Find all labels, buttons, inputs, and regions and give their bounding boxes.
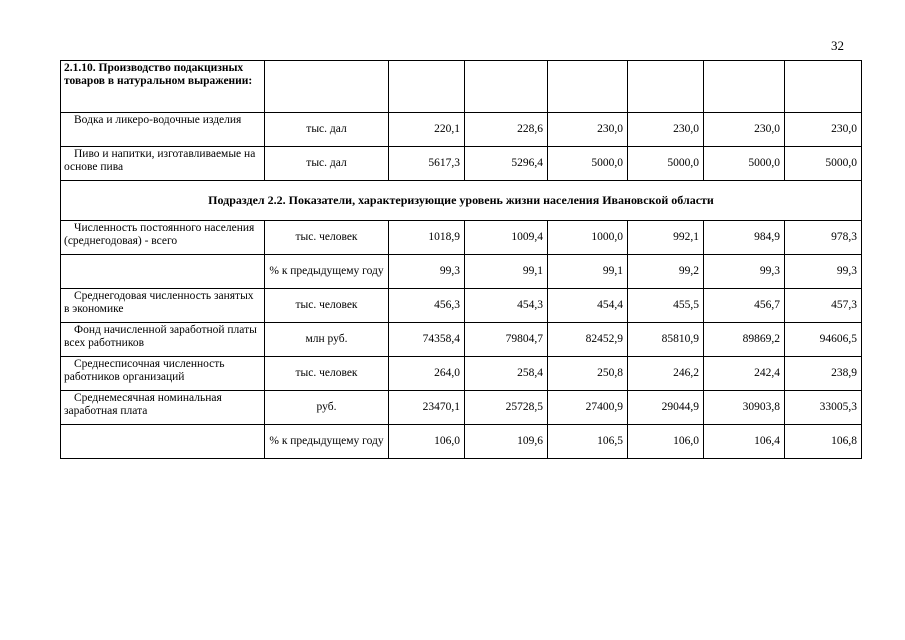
empty-cell [465, 61, 548, 113]
subsection-title: Подраздел 2.2. Показатели, характеризующие уровень жизни населения Ивановской области [61, 181, 862, 221]
row-unit: тыс. человек [265, 357, 389, 391]
value-cell: 99,3 [785, 255, 862, 289]
value-cell: 230,0 [548, 113, 628, 147]
value-cell: 984,9 [704, 221, 785, 255]
row-name-cell [61, 425, 265, 459]
subsection-row [61, 181, 862, 221]
value-cell: 5000,0 [785, 147, 862, 181]
value-cell: 109,6 [465, 425, 548, 459]
row-unit: млн руб. [265, 323, 389, 357]
value-cell: 23470,1 [389, 391, 465, 425]
value-cell: 89869,2 [704, 323, 785, 357]
value-cell: 25728,5 [465, 391, 548, 425]
value-cell: 5000,0 [628, 147, 704, 181]
table-row [61, 221, 862, 255]
empty-cell [548, 61, 628, 113]
value-cell: 264,0 [389, 357, 465, 391]
value-cell: 106,4 [704, 425, 785, 459]
value-cell: 230,0 [785, 113, 862, 147]
empty-cell [389, 61, 465, 113]
row-name: Водка и ликеро-водочные изделия [74, 114, 242, 126]
value-cell: 457,3 [785, 289, 862, 323]
value-cell: 30903,8 [704, 391, 785, 425]
row-name: Среднегодовая численность занятых в экономике [64, 290, 254, 315]
row-name-cell [61, 113, 265, 147]
row-unit: тыс. дал [265, 113, 389, 147]
row-name-cell [61, 391, 265, 425]
table-row [61, 425, 862, 459]
row-name: Пиво и напитки, изготавливаемые на основе пива [64, 148, 256, 173]
value-cell: 5000,0 [548, 147, 628, 181]
table-row [61, 113, 862, 147]
value-cell: 99,3 [704, 255, 785, 289]
value-cell: 5617,3 [389, 147, 465, 181]
value-cell: 454,4 [548, 289, 628, 323]
value-cell: 99,1 [548, 255, 628, 289]
value-cell: 228,6 [465, 113, 548, 147]
value-cell: 992,1 [628, 221, 704, 255]
value-cell: 5296,4 [465, 147, 548, 181]
value-cell: 242,4 [704, 357, 785, 391]
value-cell: 250,8 [548, 357, 628, 391]
row-name-cell [61, 255, 265, 289]
value-cell: 74358,4 [389, 323, 465, 357]
value-cell: 27400,9 [548, 391, 628, 425]
value-cell: 99,3 [389, 255, 465, 289]
value-cell: 79804,7 [465, 323, 548, 357]
row-name: Среднемесячная номинальная заработная плата [64, 392, 222, 417]
value-cell: 94606,5 [785, 323, 862, 357]
empty-cell [704, 61, 785, 113]
table-row [61, 255, 862, 289]
value-cell: 99,2 [628, 255, 704, 289]
row-unit: % к предыдущему году [265, 255, 389, 289]
row-name-cell [61, 357, 265, 391]
value-cell: 246,2 [628, 357, 704, 391]
row-name-cell [61, 289, 265, 323]
table-row [61, 391, 862, 425]
row-unit: тыс. дал [265, 147, 389, 181]
section-heading-row [61, 61, 862, 113]
value-cell: 456,3 [389, 289, 465, 323]
value-cell: 106,0 [628, 425, 704, 459]
table-row [61, 147, 862, 181]
row-name: Численность постоянного населения (среднегодовая) - всего [64, 222, 255, 247]
row-unit: % к предыдущему году [265, 425, 389, 459]
value-cell: 1000,0 [548, 221, 628, 255]
value-cell: 230,0 [704, 113, 785, 147]
value-cell: 1009,4 [465, 221, 548, 255]
value-cell: 1018,9 [389, 221, 465, 255]
value-cell: 978,3 [785, 221, 862, 255]
row-unit: руб. [265, 391, 389, 425]
value-cell: 230,0 [628, 113, 704, 147]
value-cell: 99,1 [465, 255, 548, 289]
row-unit: тыс. человек [265, 221, 389, 255]
row-name: Среднесписочная численность работников организаций [64, 358, 225, 383]
value-cell: 106,5 [548, 425, 628, 459]
value-cell: 33005,3 [785, 391, 862, 425]
data-table [60, 60, 862, 459]
empty-cell [628, 61, 704, 113]
row-name-cell [61, 323, 265, 357]
row-name-cell [61, 147, 265, 181]
value-cell: 106,0 [389, 425, 465, 459]
value-cell: 85810,9 [628, 323, 704, 357]
value-cell: 258,4 [465, 357, 548, 391]
row-name-cell [61, 221, 265, 255]
section-heading: 2.1.10. Производство подакцизных товаров в натуральном выражении: [61, 61, 265, 113]
empty-cell [785, 61, 862, 113]
empty-cell [265, 61, 389, 113]
value-cell: 456,7 [704, 289, 785, 323]
value-cell: 106,8 [785, 425, 862, 459]
value-cell: 454,3 [465, 289, 548, 323]
page-number: 32 [831, 38, 844, 53]
value-cell: 455,5 [628, 289, 704, 323]
value-cell: 220,1 [389, 113, 465, 147]
value-cell: 5000,0 [704, 147, 785, 181]
table-row [61, 323, 862, 357]
value-cell: 238,9 [785, 357, 862, 391]
row-name: Фонд начисленной заработной платы всех работников [64, 324, 257, 349]
table-row [61, 289, 862, 323]
value-cell: 82452,9 [548, 323, 628, 357]
table-row [61, 357, 862, 391]
row-unit: тыс. человек [265, 289, 389, 323]
value-cell: 29044,9 [628, 391, 704, 425]
